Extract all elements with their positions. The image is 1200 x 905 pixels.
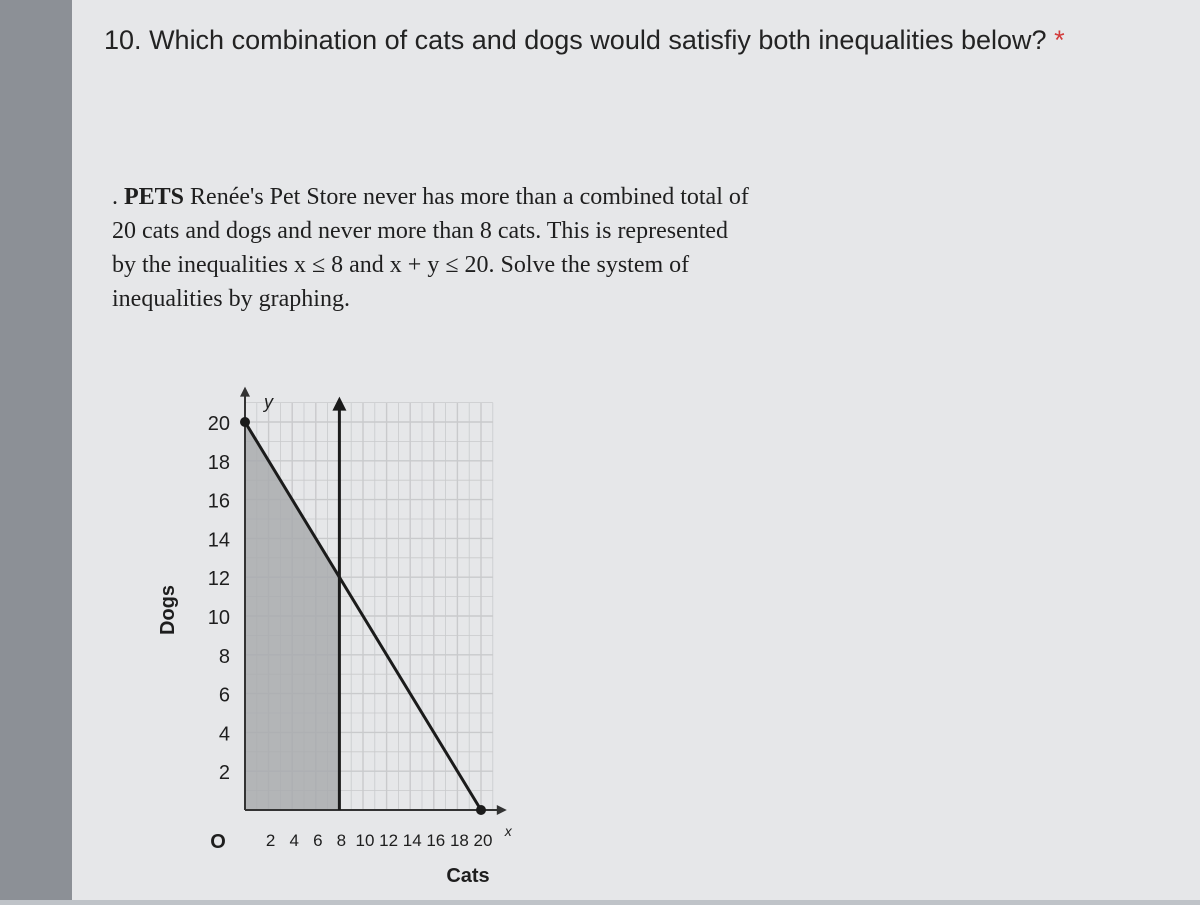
y-tick-label: 8 [218, 645, 230, 668]
x-axis-letter: x [504, 823, 512, 839]
inequality-graph [140, 380, 700, 900]
x-tick-label: 6 [313, 831, 323, 850]
passage-keyword: PETS [124, 184, 185, 210]
closed-endpoint [476, 805, 486, 815]
y-axis-title: Dogs [157, 585, 179, 635]
y-tick-label: 10 [207, 607, 230, 629]
y-tick-label: 20 [207, 413, 230, 435]
y-axis-letter: y [264, 392, 273, 412]
problem-passage [112, 180, 752, 316]
x-tick-label: 8 [336, 831, 347, 850]
x-tick-label: 12 [379, 831, 399, 850]
y-tick-label: 2 [218, 762, 230, 785]
y-tick-label: 12 [207, 568, 230, 591]
y-tick-label: 18 [207, 451, 230, 474]
y-tick-label: 4 [218, 723, 230, 746]
y-tick-label: 6 [218, 684, 230, 707]
x-tick-label: 10 [355, 831, 375, 850]
x-axis-title: Cats [446, 865, 490, 887]
question-text: Which combination of cats and dogs would satisfiy both inequalities below? [149, 25, 1047, 55]
graph-svg [140, 380, 700, 900]
x-tick-label: 16 [426, 831, 446, 850]
y-axis-arrow [240, 387, 250, 397]
closed-endpoint [240, 417, 250, 427]
y-tick-label: 14 [207, 529, 230, 552]
passage-lead-mark: . [112, 184, 118, 210]
y-tick-label: 16 [207, 490, 230, 513]
origin-label: O [210, 831, 226, 853]
window-left-edge [0, 0, 72, 900]
x-tick-label: 2 [265, 831, 276, 850]
x-tick-label: 20 [473, 831, 493, 850]
x-tick-label: 4 [289, 831, 299, 850]
x-tick-label: 18 [449, 831, 469, 850]
x-axis-arrow [497, 805, 507, 815]
x-tick-label: 14 [402, 831, 422, 850]
passage-body: Renée's Pet Store never has more than a combined total of 20 cats and dogs and never more than 8 cats. This is represented by the inequalities x ≤ 8 and x + y ≤ 20. Solve the system of inequalities by graphing. [112, 184, 749, 312]
question-title [104, 14, 1174, 66]
boundary-arrow-up [332, 397, 346, 411]
required-asterisk: * [1054, 25, 1065, 55]
question-number: 10. [104, 25, 142, 55]
